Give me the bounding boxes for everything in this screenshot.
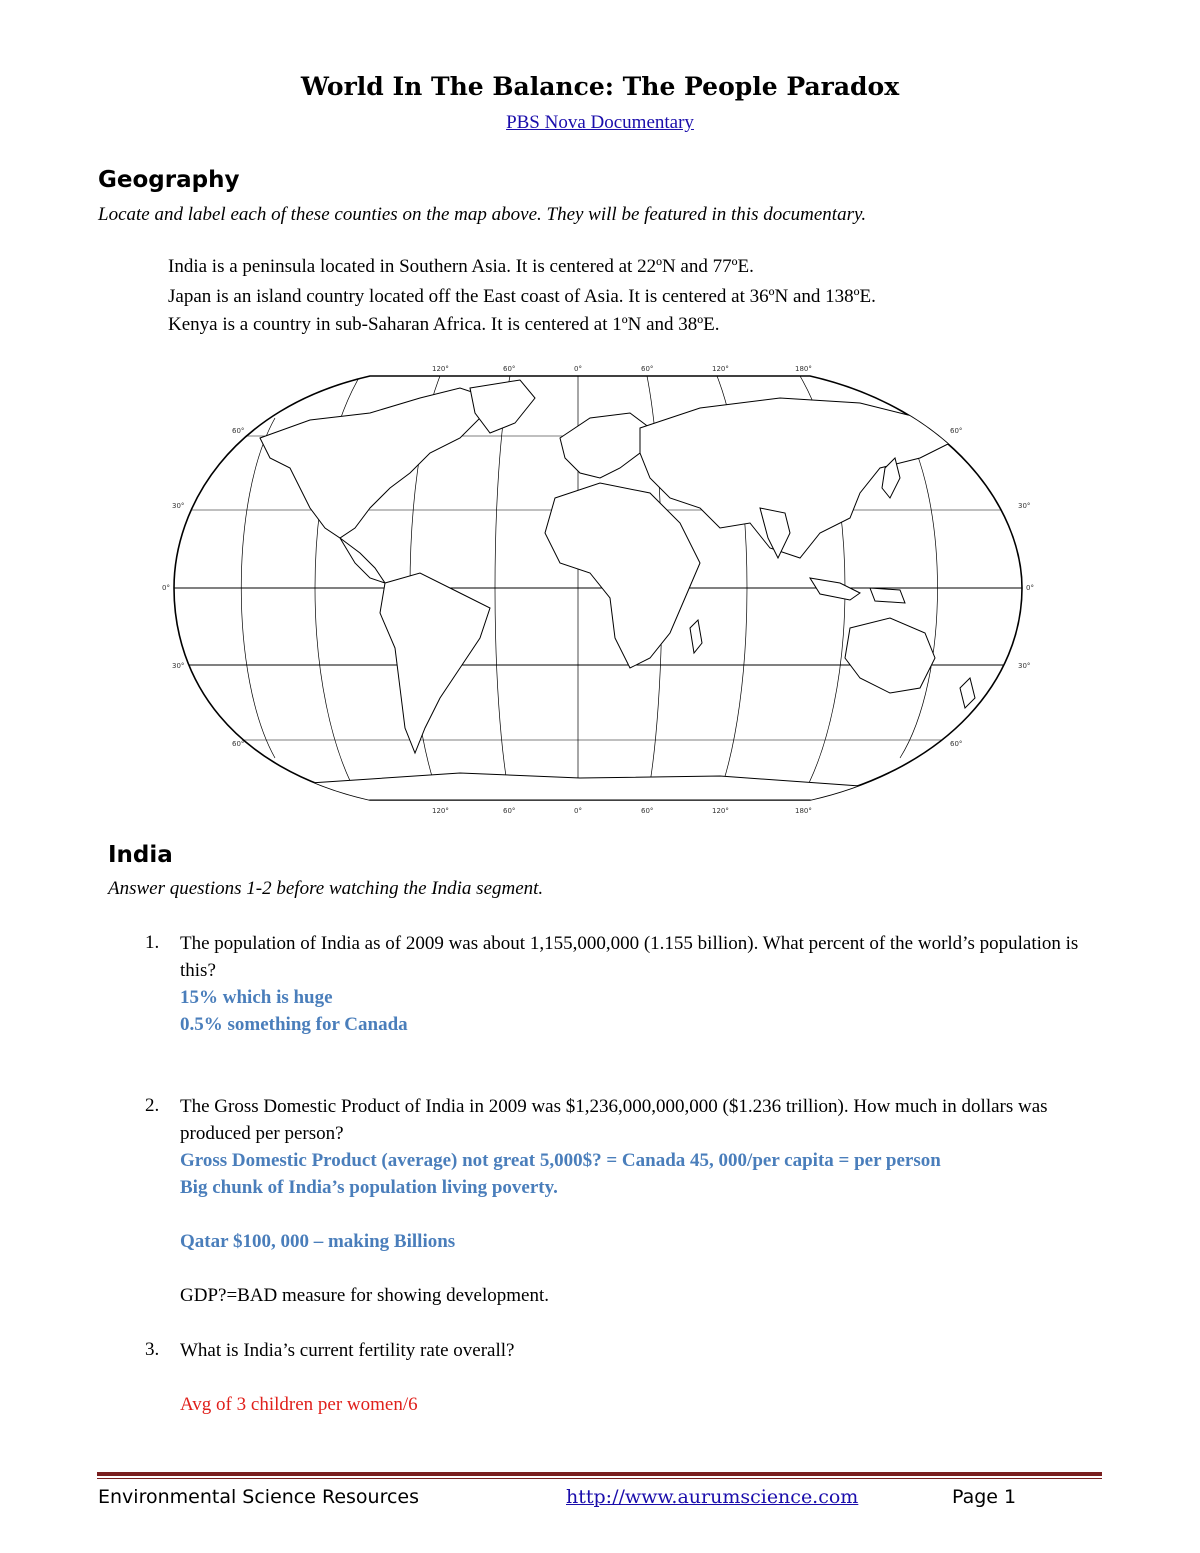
india-instruction: Answer questions 1-2 before watching the India segment.	[108, 878, 544, 899]
question-2-text: The Gross Domestic Product of India in 2009 was $1,236,000,000,000 ($1.236 trillion). How much in dollars was produced per person?	[180, 1096, 1048, 1144]
kenya-location-line: Kenya is a country in sub-Saharan Africa. It is centered at 1ºN and 38ºE.	[168, 314, 720, 335]
footer-source: Environmental Science Resources	[98, 1486, 420, 1508]
question-2-answer-2: Big chunk of India’s population living poverty.	[180, 1177, 558, 1198]
map-label-right-0: 0°	[1026, 584, 1034, 592]
map-label-top-60e: 60°	[641, 365, 654, 373]
map-label-bottom-120e: 120°	[712, 807, 729, 815]
question-2-answer-1: Gross Domestic Product (average) not great 5,000$? = Canada 45, 000/per capita = per person	[180, 1150, 941, 1171]
pbs-nova-link[interactable]: PBS Nova Documentary	[506, 112, 694, 133]
map-label-right-30n: 30°	[1018, 502, 1031, 510]
map-label-top-180: 180°	[795, 365, 812, 373]
india-heading: India	[108, 842, 173, 868]
footer-website-link[interactable]: http://www.aurumscience.com	[566, 1486, 859, 1508]
question-1	[180, 930, 1080, 1038]
map-label-bottom-60w: 60°	[503, 807, 516, 815]
map-label-left-30n: 30°	[172, 502, 185, 510]
footer-page-number: Page 1	[952, 1486, 1017, 1508]
india-location-line: India is a peninsula located in Southern Asia. It is centered at 22ºN and 77ºE.	[168, 256, 754, 277]
map-label-right-60n: 60°	[950, 427, 963, 435]
question-2-note: GDP?=BAD measure for showing development.	[180, 1285, 550, 1306]
map-label-bottom-60e: 60°	[641, 807, 654, 815]
map-label-top-120e: 120°	[712, 365, 729, 373]
map-label-top-60w: 60°	[503, 365, 516, 373]
map-label-top-120w: 120°	[432, 365, 449, 373]
map-top-labels	[432, 365, 812, 373]
map-label-right-30s: 30°	[1018, 662, 1031, 670]
map-label-left-0: 0°	[162, 584, 170, 592]
question-1-answer-2: 0.5% something for Canada	[180, 1014, 408, 1035]
map-label-bottom-120w: 120°	[432, 807, 449, 815]
question-2	[180, 1093, 1080, 1309]
footer-rule-thin	[97, 1478, 1102, 1479]
map-label-top-0: 0°	[574, 365, 582, 373]
japan-location-line: Japan is an island country located off the East coast of Asia. It is centered at 36ºN and 138ºE.	[168, 286, 876, 307]
map-label-left-60s: 60°	[232, 740, 245, 748]
map-label-bottom-180: 180°	[795, 807, 812, 815]
map-label-left-60n: 60°	[232, 427, 245, 435]
map-bottom-labels	[432, 807, 812, 815]
question-1-answer-1: 15% which is huge	[180, 987, 333, 1008]
question-2-number: 2.	[145, 1095, 160, 1116]
map-label-bottom-0: 0°	[574, 807, 582, 815]
document-title: World In The Balance: The People Paradox	[300, 72, 900, 101]
question-3-text: What is India’s current fertility rate overall?	[180, 1340, 515, 1361]
question-3-number: 3.	[145, 1339, 160, 1360]
question-3	[180, 1337, 1080, 1418]
geography-instruction: Locate and label each of these counties on the map above. They will be featured in this documentary.	[98, 204, 867, 225]
question-3-answer: Avg of 3 children per women/6	[180, 1394, 418, 1415]
map-label-left-30s: 30°	[172, 662, 185, 670]
footer-rule	[97, 1472, 1102, 1476]
world-map	[160, 358, 1040, 820]
question-1-number: 1.	[145, 932, 160, 953]
question-1-text: The population of India as of 2009 was about 1,155,000,000 (1.155 billion). What percent of the world’s population is this?	[180, 933, 1079, 981]
map-label-right-60s: 60°	[950, 740, 963, 748]
geography-heading: Geography	[98, 167, 240, 193]
question-2-answer-3: Qatar $100, 000 – making Billions	[180, 1231, 456, 1252]
